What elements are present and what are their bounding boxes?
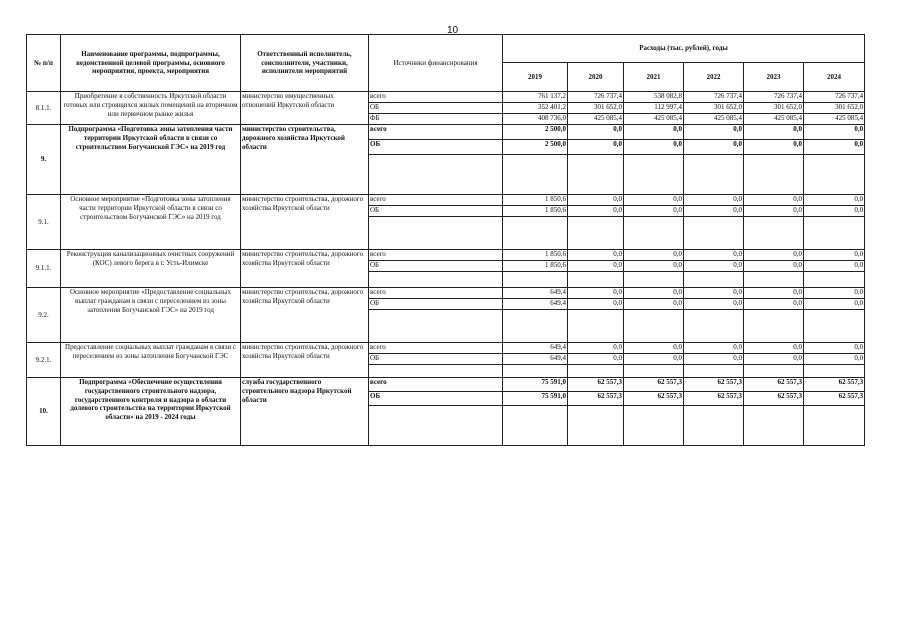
empty-cell	[503, 406, 568, 446]
expense-value: 0,0	[684, 354, 744, 365]
table-row	[27, 250, 865, 261]
expense-value: 0,0	[684, 261, 744, 272]
expense-value: 0,0	[804, 261, 865, 272]
empty-cell	[369, 365, 503, 378]
expense-value: 1 850,6	[503, 206, 568, 217]
row-responsible: министерство строительства, дорожного хозяйства Иркутской области	[241, 288, 369, 343]
expense-value: 649,4	[503, 299, 568, 310]
expense-value: 726 737,4	[804, 92, 865, 103]
expense-value: 0,0	[744, 140, 804, 155]
expense-value: 1 850,6	[503, 250, 568, 261]
expense-value: 0,0	[568, 261, 624, 272]
expense-value: 1 850,6	[503, 261, 568, 272]
row-responsible: министерство строительства, дорожного хозяйства Иркутской области	[241, 250, 369, 288]
funding-source: всего	[369, 343, 503, 354]
expense-value: 649,4	[503, 354, 568, 365]
empty-cell	[503, 310, 568, 343]
header-num: № п/п	[27, 35, 61, 92]
row-title: Приобретение в собственность Иркутской области готовых или строящихся жилых помещений на вторичном или первичном рынке жилья	[61, 92, 241, 125]
expense-value: 0,0	[624, 299, 684, 310]
expense-value: 425 085,4	[804, 114, 865, 125]
header-source: Источники финансирования	[369, 35, 503, 92]
expense-value: 425 085,4	[684, 114, 744, 125]
empty-cell	[568, 217, 624, 250]
expense-value: 0,0	[684, 195, 744, 206]
page-number: 10	[446, 25, 459, 36]
expense-value: 0,0	[744, 299, 804, 310]
row-responsible: служба государственного строительного надзора Иркутской области	[241, 378, 369, 446]
empty-cell	[369, 217, 503, 250]
expenses-table	[26, 34, 865, 446]
expense-value: 62 557,3	[684, 378, 744, 392]
table-row	[27, 378, 865, 392]
expense-value: 112 997,4	[624, 103, 684, 114]
table-row	[27, 343, 865, 354]
row-title: Предоставление социальных выплат гражданам в связи с переселением из зоны затопления Богучанской ГЭС	[61, 343, 241, 378]
row-title: Реконструкция канализационных очистных сооружений (КОС) левого берега в г. Усть-Илимске	[61, 250, 241, 288]
expense-value: 0,0	[624, 261, 684, 272]
expense-value: 0,0	[744, 195, 804, 206]
row-number: 10.	[27, 378, 61, 446]
empty-cell	[624, 155, 684, 195]
empty-cell	[624, 406, 684, 446]
row-title: Подпрограмма «Подготовка зоны затопления части территории Иркутской области в связи со строительством Богучанской ГЭС» на 2019 год	[61, 125, 241, 195]
row-title: Основное мероприятие «Предоставление социальных выплат гражданам в связи с переселением из зоны затопления Богучанской ГЭС» на 2019 год	[61, 288, 241, 343]
empty-cell	[744, 310, 804, 343]
empty-cell	[684, 310, 744, 343]
empty-cell	[684, 155, 744, 195]
table-row	[27, 92, 865, 103]
empty-cell	[568, 272, 624, 288]
empty-cell	[804, 310, 865, 343]
expense-value: 761 137,2	[503, 92, 568, 103]
expense-value: 0,0	[744, 354, 804, 365]
expense-value: 0,0	[624, 288, 684, 299]
empty-cell	[684, 406, 744, 446]
expense-value: 2 500,0	[503, 140, 568, 155]
expense-value: 62 557,3	[804, 392, 865, 406]
expense-value: 0,0	[568, 140, 624, 155]
expense-value: 0,0	[624, 125, 684, 140]
expense-value: 0,0	[624, 140, 684, 155]
expense-value: 62 557,3	[804, 378, 865, 392]
empty-cell	[804, 155, 865, 195]
expense-value: 352 401,2	[503, 103, 568, 114]
row-responsible: министерство имущественных отношений Иркутской области	[241, 92, 369, 125]
funding-source: всего	[369, 250, 503, 261]
expense-value: 0,0	[804, 206, 865, 217]
funding-source: ОБ	[369, 103, 503, 114]
expense-value: 0,0	[804, 250, 865, 261]
row-number: 8.1.1.	[27, 92, 61, 125]
expense-value: 726 737,4	[744, 92, 804, 103]
expense-value: 425 085,4	[624, 114, 684, 125]
funding-source: всего	[369, 125, 503, 140]
header-expenses: Расходы (тыс. рублей), годы	[503, 35, 865, 63]
header-year: 2022	[684, 63, 744, 92]
row-number: 9.1.1.	[27, 250, 61, 288]
expense-value: 62 557,3	[624, 392, 684, 406]
empty-cell	[568, 310, 624, 343]
expense-value: 0,0	[568, 206, 624, 217]
expense-value: 301 652,0	[684, 103, 744, 114]
funding-source: ФБ	[369, 114, 503, 125]
funding-source: всего	[369, 195, 503, 206]
expense-value: 0,0	[804, 299, 865, 310]
header-responsible: Ответственный исполнитель, соисполнители, участники, исполнители мероприятий	[241, 35, 369, 92]
empty-cell	[369, 155, 503, 195]
empty-cell	[804, 272, 865, 288]
expense-value: 75 591,0	[503, 378, 568, 392]
header-year: 2023	[744, 63, 804, 92]
empty-cell	[804, 365, 865, 378]
empty-cell	[503, 365, 568, 378]
funding-source: ОБ	[369, 354, 503, 365]
empty-cell	[744, 155, 804, 195]
expense-value: 0,0	[744, 288, 804, 299]
funding-source: всего	[369, 378, 503, 392]
header-year: 2019	[503, 63, 568, 92]
header-name: Наименование программы, подпрограммы, ведомственной целевой программы, основного мероприятия, проекта, мероприятия	[61, 35, 241, 92]
expense-value: 0,0	[624, 354, 684, 365]
empty-cell	[369, 310, 503, 343]
expense-value: 0,0	[744, 261, 804, 272]
expense-value: 726 737,4	[684, 92, 744, 103]
expense-value: 0,0	[744, 125, 804, 140]
expense-value: 0,0	[624, 206, 684, 217]
expense-value: 2 500,0	[503, 125, 568, 140]
expense-value: 538 082,8	[624, 92, 684, 103]
empty-cell	[744, 272, 804, 288]
funding-source: ОБ	[369, 261, 503, 272]
expense-value: 0,0	[684, 299, 744, 310]
expense-value: 301 652,0	[804, 103, 865, 114]
expense-value: 0,0	[684, 343, 744, 354]
row-number: 9.	[27, 125, 61, 195]
expense-value: 0,0	[804, 288, 865, 299]
row-title: Подпрограмма «Обеспечение осуществления государственного строительного надзора, государственного контроля и надзора в области долевого строительства на территории Иркутской области» на 2019 - 2024 годы	[61, 378, 241, 446]
expense-value: 0,0	[684, 125, 744, 140]
row-number: 9.2.1.	[27, 343, 61, 378]
expense-value: 0,0	[804, 354, 865, 365]
empty-cell	[369, 272, 503, 288]
expense-value: 649,4	[503, 288, 568, 299]
empty-cell	[684, 365, 744, 378]
empty-cell	[804, 406, 865, 446]
expense-value: 0,0	[744, 250, 804, 261]
row-number: 9.1.	[27, 195, 61, 250]
expense-value: 0,0	[624, 195, 684, 206]
expense-value: 408 736,0	[503, 114, 568, 125]
empty-cell	[503, 155, 568, 195]
empty-cell	[568, 365, 624, 378]
expense-value: 0,0	[568, 288, 624, 299]
funding-source: ОБ	[369, 392, 503, 406]
expense-value: 62 557,3	[744, 392, 804, 406]
row-title: Основное мероприятие «Подготовка зоны затопления части территории Иркутской области в связи со строительством Богучанской ГЭС» на 2019 год	[61, 195, 241, 250]
expense-value: 62 557,3	[684, 392, 744, 406]
table-row	[27, 195, 865, 206]
empty-cell	[624, 310, 684, 343]
empty-cell	[503, 272, 568, 288]
expense-value: 0,0	[744, 206, 804, 217]
empty-cell	[624, 217, 684, 250]
funding-source: ОБ	[369, 299, 503, 310]
expense-value: 726 737,4	[568, 92, 624, 103]
row-responsible: министерство строительства, дорожного хозяйства Иркутской области	[241, 195, 369, 250]
expense-value: 0,0	[804, 125, 865, 140]
expense-value: 0,0	[568, 195, 624, 206]
expense-value: 0,0	[684, 288, 744, 299]
expense-value: 62 557,3	[624, 378, 684, 392]
empty-cell	[624, 365, 684, 378]
expense-value: 0,0	[568, 125, 624, 140]
expense-value: 62 557,3	[744, 378, 804, 392]
expense-value: 0,0	[568, 250, 624, 261]
empty-cell	[624, 272, 684, 288]
table-row	[27, 125, 865, 140]
table-row	[27, 288, 865, 299]
expense-value: 0,0	[624, 250, 684, 261]
empty-cell	[744, 217, 804, 250]
empty-cell	[503, 217, 568, 250]
expense-value: 0,0	[684, 140, 744, 155]
header-year: 2021	[624, 63, 684, 92]
expense-value: 0,0	[624, 343, 684, 354]
header-year: 2020	[568, 63, 624, 92]
expense-value: 0,0	[804, 195, 865, 206]
empty-cell	[684, 217, 744, 250]
expense-value: 301 652,0	[744, 103, 804, 114]
expense-value: 0,0	[568, 299, 624, 310]
empty-cell	[369, 406, 503, 446]
funding-source: ОБ	[369, 206, 503, 217]
expense-value: 649,4	[503, 343, 568, 354]
empty-cell	[684, 272, 744, 288]
expense-value: 62 557,3	[568, 378, 624, 392]
expense-value: 0,0	[568, 354, 624, 365]
expense-value: 425 085,4	[568, 114, 624, 125]
empty-cell	[568, 406, 624, 446]
row-responsible: министерство строительства, дорожного хозяйства Иркутской области	[241, 343, 369, 378]
expense-value: 0,0	[568, 343, 624, 354]
empty-cell	[744, 406, 804, 446]
header-year: 2024	[804, 63, 865, 92]
expense-value: 0,0	[804, 140, 865, 155]
expense-value: 0,0	[684, 250, 744, 261]
expense-value: 1 850,6	[503, 195, 568, 206]
funding-source: всего	[369, 288, 503, 299]
expense-value: 75 591,0	[503, 392, 568, 406]
expense-value: 62 557,3	[568, 392, 624, 406]
expense-value: 301 652,0	[568, 103, 624, 114]
funding-source: всего	[369, 92, 503, 103]
empty-cell	[744, 365, 804, 378]
funding-source: ОБ	[369, 140, 503, 155]
expense-value: 0,0	[804, 343, 865, 354]
expense-value: 0,0	[684, 206, 744, 217]
expense-value: 0,0	[744, 343, 804, 354]
empty-cell	[804, 217, 865, 250]
row-number: 9.2.	[27, 288, 61, 343]
expense-value: 425 085,4	[744, 114, 804, 125]
row-responsible: министерство строительства, дорожного хозяйства Иркутской области	[241, 125, 369, 195]
empty-cell	[568, 155, 624, 195]
